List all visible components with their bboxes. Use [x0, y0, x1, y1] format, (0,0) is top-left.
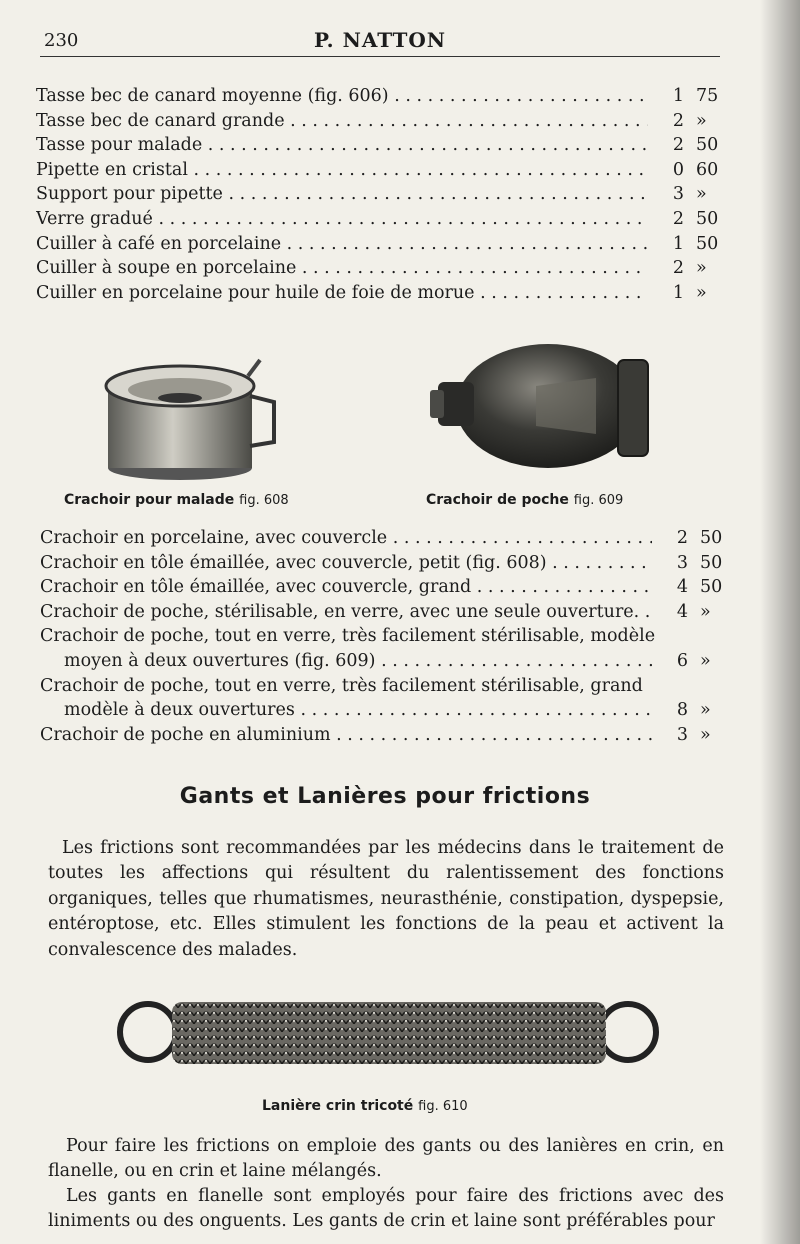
price-row [40, 698, 730, 723]
caption-text: Crachoir pour malade [64, 492, 235, 508]
price-row [36, 232, 726, 257]
price-cents: » [700, 700, 711, 721]
price-francs: 3 [676, 552, 688, 573]
price-list-spittoons [40, 526, 730, 747]
price-cents: » [700, 724, 711, 745]
item-label: Cuiller à café en porcelaine . . . [36, 232, 648, 256]
item-label: Crachoir en porcelaine, avec couvercle . . . [40, 526, 652, 550]
price-cents: » [696, 258, 707, 279]
price-row [40, 575, 730, 600]
section-title: Gants et Lanières pour frictions [179, 784, 591, 809]
price-francs: 6 [676, 650, 688, 671]
item-label: Verre gradué . . . [36, 207, 648, 231]
item-label-continued: moyen à deux ouvertures (fig. 609) . . . [64, 649, 652, 673]
caption-figure-ref: fig. 608 [239, 493, 289, 508]
price-francs: 2 [672, 258, 684, 279]
price-row-first-line [40, 674, 730, 699]
price-francs: 3 [676, 724, 688, 745]
paragraph-methods: Pour faire les frictions on emploie des gants ou des lanières en crin, en flanelle, ou en crin et laine mélangés. [48, 1136, 724, 1182]
item-label: Support pour pipette . . . [36, 182, 648, 206]
item-label: Tasse bec de canard moyenne (fig. 606) . . . [36, 84, 648, 108]
item-label: Tasse pour malade . . . [36, 133, 648, 157]
caption-figure-ref: fig. 609 [573, 493, 624, 508]
price-cents: 50 [696, 233, 719, 254]
price-cents: 50 [700, 528, 723, 548]
price-francs: 4 [676, 577, 688, 598]
price-francs: 2 [672, 110, 684, 131]
price-row [40, 649, 730, 674]
price-row [36, 182, 726, 207]
price-cents: 50 [696, 135, 719, 156]
price-row [36, 207, 726, 232]
price-row [40, 600, 730, 625]
page-header [40, 28, 720, 57]
horsehair-strap-illustration [114, 992, 662, 1074]
price-francs: 1 [672, 233, 684, 254]
price-francs: 3 [672, 184, 684, 205]
price-francs: 2 [676, 528, 688, 548]
price-row [36, 281, 726, 306]
figure-caption-608 [64, 492, 289, 508]
price-row [36, 84, 726, 109]
paragraph-intro: Les frictions sont recommandées par les médecins dans le traitement de toutes les affections qui résultent du ralentissement des fonctions organiques, telles que rhumatismes, neurasthénie, constipation, dyspepsie, entéroptose, etc. Elles stimulent les fonctions de la peau et activent la convalescence des malades. [48, 838, 724, 960]
figure-caption-610 [262, 1098, 468, 1114]
price-cents: 50 [696, 208, 719, 229]
price-row [36, 133, 726, 158]
spittoon-illustration [98, 356, 288, 486]
price-cents: » [700, 601, 711, 622]
item-label: Crachoir de poche, stérilisable, en verre, avec une seule ouverture. . . . [40, 600, 652, 624]
price-francs: 2 [672, 135, 684, 156]
figure-caption-609 [426, 492, 623, 508]
item-label: Crachoir de poche, tout en verre, très facilement stérilisable, modèle [40, 626, 656, 647]
price-row [40, 526, 730, 551]
pocket-spittoon-illustration [426, 338, 658, 482]
price-francs: 2 [672, 208, 684, 229]
price-list-utensils [36, 84, 726, 305]
item-label: Crachoir de poche, tout en verre, très facilement stérilisable, grand [40, 675, 643, 696]
page-edge-shadow [760, 0, 800, 1244]
price-francs: 0 [672, 159, 684, 180]
item-label: Crachoir en tôle émaillée, avec couvercle, grand . . . [40, 575, 652, 599]
price-row [36, 158, 726, 183]
price-cents: » [700, 650, 711, 671]
price-cents: 50 [700, 577, 723, 598]
price-cents: 50 [700, 552, 723, 573]
caption-figure-ref: fig. 610 [418, 1099, 468, 1114]
item-label: Tasse bec de canard grande . . . [36, 109, 648, 133]
price-cents: 75 [696, 86, 719, 106]
price-row [40, 551, 730, 576]
price-row [36, 256, 726, 281]
price-row-first-line [40, 624, 730, 649]
item-label: Crachoir en tôle émaillée, avec couvercle, petit (fig. 608) . . . [40, 551, 652, 575]
price-row [40, 723, 730, 748]
price-cents: » [696, 184, 707, 205]
item-label: Pipette en cristal . . . [36, 158, 648, 182]
caption-text: Crachoir de poche [426, 492, 569, 508]
price-row [36, 109, 726, 134]
price-francs: 8 [676, 700, 688, 721]
item-label: Cuiller à soupe en porcelaine . . . [36, 256, 648, 280]
price-francs: 1 [672, 86, 684, 106]
paragraph-flannel-gloves: Les gants en flanelle sont employés pour faire des frictions avec des liniments ou des onguents. Les gants de crin et laine sont préférables pour [48, 1186, 724, 1232]
item-label: Cuiller en porcelaine pour huile de foie de morue . . . [36, 281, 648, 305]
item-label-continued: modèle à deux ouvertures . . . [64, 698, 652, 722]
item-label: Crachoir de poche en aluminium . . . [40, 723, 652, 747]
page-number: 230 [44, 30, 79, 51]
price-cents: » [696, 282, 707, 303]
running-head: P. NATTON [313, 28, 447, 52]
price-francs: 1 [672, 282, 684, 303]
price-francs: 4 [676, 601, 688, 622]
price-cents: » [696, 110, 707, 131]
price-cents: 60 [696, 159, 719, 180]
caption-text: Lanière crin tricoté [262, 1098, 414, 1114]
